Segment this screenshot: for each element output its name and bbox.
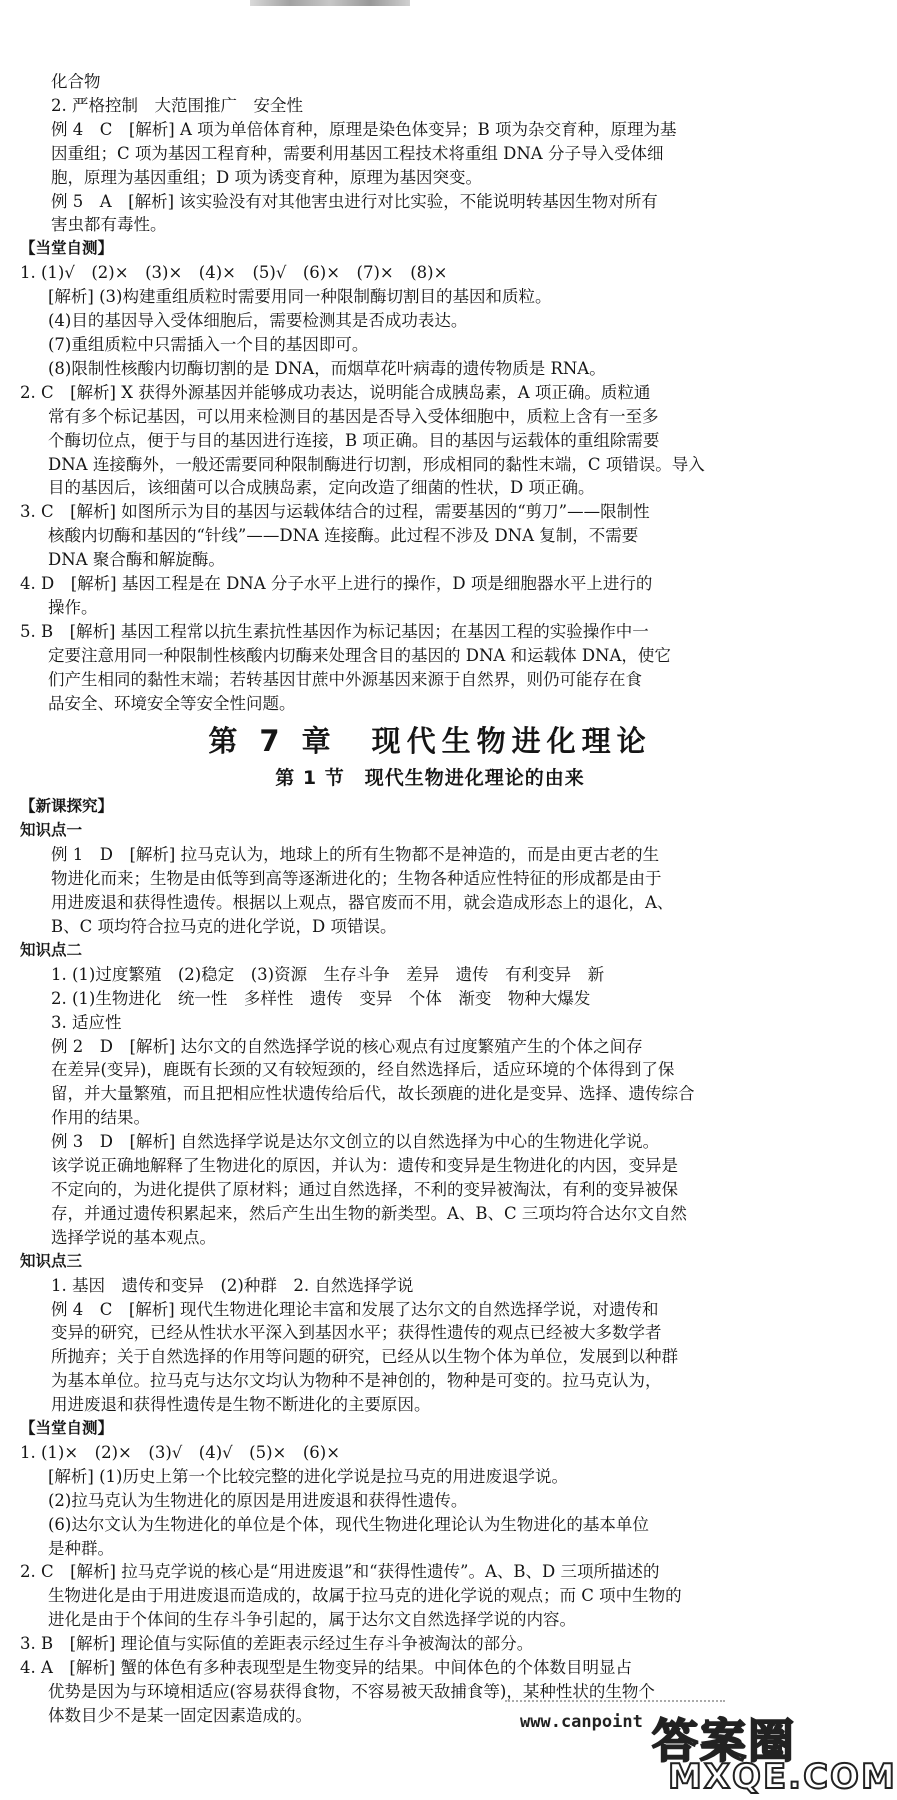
text-line: 选择学说的基本观点。	[51, 1227, 216, 1247]
text-line: 化合物	[51, 72, 101, 91]
chapter-title: 第 7 章 现代生物进化理论	[208, 724, 652, 759]
section-heading: 【当堂自测】	[20, 239, 114, 258]
text-line: 2. 严格控制 大范围推广 安全性	[51, 95, 303, 115]
text-line: 生物进化是由于用进废退而造成的，故属于拉马克的进化学说的观点；而 C 项中生物的	[48, 1586, 682, 1606]
text-line: 该学说正确地解释了生物进化的原因，并认为：遗传和变异是生物进化的内因，变异是	[51, 1156, 678, 1176]
text-line: 1. (1)√ (2)× (3)× (4)× (5)√ (6)× (7)× (8)×	[20, 263, 448, 283]
text-line: (2)拉马克认为生物进化的原因是用进废退和获得性遗传。	[48, 1490, 468, 1510]
text-line: (4)目的基因导入受体细胞后，需要检测其是否成功表达。	[48, 311, 468, 331]
text-line: 常有多个标记基因，可以用来检测目的基因是否导入受体细胞中，质粒上含有一至多	[48, 406, 659, 426]
scan-artifact	[250, 0, 410, 6]
text-line: 定要注意用同一种限制性核酸内切酶来处理含目的基因的 DNA 和运载体 DNA，使它	[48, 645, 671, 665]
section-heading: 知识点二	[20, 940, 83, 959]
text-line: (8)限制性核酸内切酶切割的是 DNA，而烟草花叶病毒的遗传物质是 RNA。	[48, 358, 606, 378]
text-line: 所抛弃；关于自然选择的作用等问题的研究，已经从以生物个体为单位，发展到以种群	[51, 1347, 678, 1367]
text-line: 存，并通过遗传积累起来，然后产生出生物的新类型。A、B、C 三项均符合达尔文自然	[51, 1203, 687, 1223]
text-line: 们产生相同的黏性末端；若转基因甘蔗中外源基因来源于自然界，则仍可能存在食	[48, 669, 642, 689]
text-line: [解析] (3)构建重组质粒时需要用同一种限制酶切割目的基因和质粒。	[48, 287, 552, 307]
text-line: 1. (1)过度繁殖 (2)稳定 (3)资源 生存斗争 差异 遗传 有利变异 新	[51, 964, 605, 984]
text-line: 核酸内切酶和基因的“针线”——DNA 连接酶。此过程不涉及 DNA 复制，不需要	[48, 526, 639, 546]
text-line: 2. (1)生物进化 统一性 多样性 遗传 变异 个体 渐变 物种大爆发	[51, 988, 591, 1008]
text-line: [解析] (1)历史上第一个比较完整的进化学说是拉马克的用进废退学说。	[48, 1466, 568, 1486]
text-line: 例 3 D [解析] 自然选择学说是达尔文创立的以自然选择为中心的生物进化学说。	[51, 1132, 660, 1152]
text-line: 变异的研究，已经从性状水平深入到基因水平；获得性遗传的观点已经被大多数学者	[51, 1323, 662, 1343]
text-line: 因重组；C 项为基因工程育种，需要利用基因工程技术将重组 DNA 分子导入受体细	[51, 143, 664, 163]
text-line: DNA 聚合酶和解旋酶。	[48, 550, 225, 570]
text-line: 进化是由于个体间的生存斗争引起的，属于达尔文自然选择学说的内容。	[48, 1610, 576, 1630]
text-line: 例 2 D [解析] 达尔文的自然选择学说的核心观点有过度繁殖产生的个体之间存	[51, 1036, 643, 1056]
section-heading: 【新课探究】	[20, 797, 114, 816]
answer-text-body	[20, 70, 780, 1728]
text-line: 3. B [解析] 理论值与实际值的差距表示经过生存斗争被淘汰的部分。	[20, 1634, 534, 1654]
text-line: 4. D [解析] 基因工程是在 DNA 分子水平上进行的操作，D 项是细胞器水平上进行的	[20, 574, 653, 594]
text-line: 体数目少不是某一固定因素造成的。	[48, 1705, 312, 1725]
section-heading: 知识点一	[20, 821, 83, 840]
text-line: (6)达尔文认为生物进化的单位是个体，现代生物进化理论认为生物进化的基本单位	[48, 1514, 649, 1534]
text-line: 用进废退和获得性遗传。根据以上观点，器官废而不用，就会造成形态上的退化，A、	[51, 893, 674, 913]
text-line: 留，并大量繁殖，而且把相应性状遗传给后代，故长颈鹿的进化是变异、选择、遗传综合	[51, 1084, 695, 1104]
text-line: 例 4 C [解析] 现代生物进化理论丰富和发展了达尔文的自然选择学说，对遗传和	[51, 1299, 659, 1319]
text-line: 品安全、环境安全等安全性问题。	[48, 693, 296, 713]
text-line: 3. C [解析] 如图所示为目的基因与运载体结合的过程，需要基因的“剪刀”——限制性	[20, 502, 650, 522]
text-line: 4. A [解析] 蟹的体色有多种表现型是生物变异的结果。中间体色的个体数目明显占	[20, 1658, 633, 1678]
section-title: 第 1 节 现代生物进化理论的由来	[275, 767, 585, 790]
text-line: 不定向的，为进化提供了原材料；通过自然选择，不利的变异被淘汰，有利的变异被保	[51, 1179, 678, 1199]
text-line: 3. 适应性	[51, 1012, 122, 1032]
text-line: 5. B [解析] 基因工程常以抗生素抗性基因作为标记基因；在基因工程的实验操作中一	[20, 621, 649, 641]
text-line: 为基本单位。拉马克与达尔文均认为物种不是神创的，物种是可变的。拉马克认为，	[51, 1371, 662, 1391]
text-line: 胞，原理为基因重组；D 项为诱变育种，原理为基因突变。	[51, 167, 482, 187]
watermark-en: MXQE.COM	[668, 1757, 897, 1797]
section-heading: 知识点三	[20, 1251, 83, 1270]
text-line: 例 5 A [解析] 该实验没有对其他害虫进行对比实验，不能说明转基因生物对所有	[51, 191, 658, 211]
text-line: 个酶切位点，便于与目的基因进行连接，B 项正确。目的基因与运载体的重组除需要	[48, 430, 660, 450]
footer-url: www.canpoint	[520, 1712, 643, 1732]
text-line: 例 1 D [解析] 拉马克认为，地球上的所有生物都不是神造的，而是由更古老的生	[51, 845, 660, 865]
text-line: DNA 连接酶外，一般还需要同种限制酶进行切割，形成相同的黏性末端，C 项错误。导入	[48, 454, 705, 474]
text-line: 2. C [解析] X 获得外源基因并能够成功表达，说明能合成胰岛素，A 项正确。质粒通	[20, 382, 651, 402]
text-line: 用进废退和获得性遗传是生物不断进化的主要原因。	[51, 1395, 431, 1415]
text-line: 害虫都有毒性。	[51, 215, 167, 235]
text-line: 是种群。	[48, 1538, 114, 1558]
section-heading: 【当堂自测】	[20, 1419, 114, 1438]
text-line: 在差异(变异)，鹿既有长颈的又有较短颈的，经自然选择后，适应环境的个体得到了保	[51, 1060, 675, 1080]
text-line: 1. (1)× (2)× (3)√ (4)√ (5)× (6)×	[20, 1442, 341, 1462]
text-line: 作用的结果。	[51, 1108, 150, 1128]
text-line: 目的基因后，该细菌可以合成胰岛素，定向改造了细菌的性状，D 项正确。	[48, 478, 595, 498]
text-line: (7)重组质粒中只需插入一个目的基因即可。	[48, 334, 369, 354]
text-line: 1. 基因 遗传和变异 (2)种群 2. 自然选择学说	[51, 1275, 414, 1295]
text-line: 优势是因为与环境相适应(容易获得食物，不容易被天敌捕食等)，某种性状的生物个	[48, 1682, 655, 1701]
watermark-cn: 答案圈	[652, 1714, 796, 1768]
watermark-logo	[640, 1705, 897, 1800]
text-line: 操作。	[48, 597, 98, 617]
text-line: 物进化而来；生物是由低等到高等逐渐进化的；生物各种适应性特征的形成都是由于	[51, 869, 662, 889]
text-line: 2. C [解析] 拉马克学说的核心是“用进废退”和“获得性遗传”。A、B、D 三项所描述的	[20, 1562, 660, 1582]
text-line: B、C 项均符合拉马克的进化学说，D 项错误。	[51, 917, 397, 936]
text-line: 例 4 C [解析] A 项为单倍体育种，原理是染色体变异；B 项为杂交育种，原理为基	[51, 119, 677, 139]
